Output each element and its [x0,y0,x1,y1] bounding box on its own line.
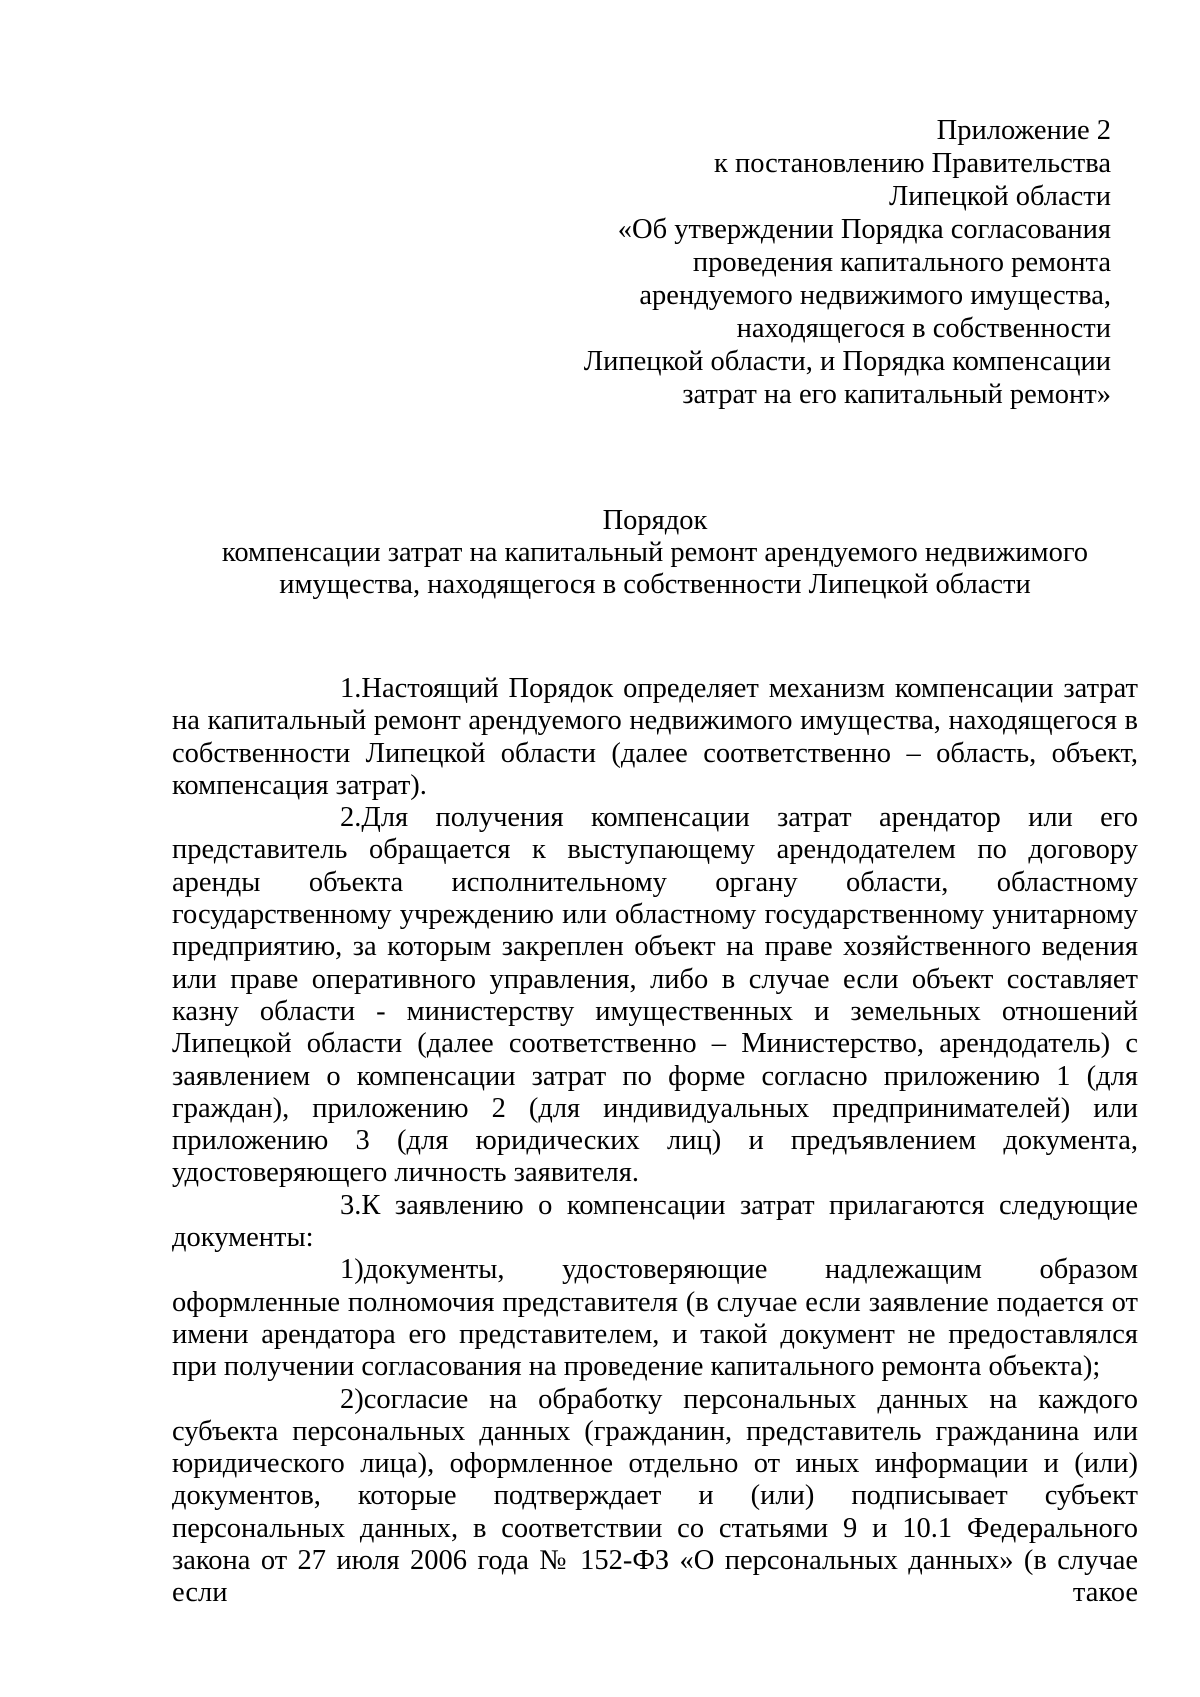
appendix-line: находящегося в собственности [736,313,1111,344]
title-subtitle-line: имущества, находящегося в собственности Липецкой области [279,569,1031,600]
appendix-header [411,114,1111,411]
subitem-text: документы, удостоверяющие надлежащим образом оформленные полномочия представителя (в случае если заявление подается от имени арендатора его представителем, и такой документ не предоставлялся при получении согласования на проведение капитального ремонта объекта); [172,1254,1138,1383]
appendix-line: к постановлению Правительства [713,148,1111,179]
appendix-line: арендуемого недвижимого имущества, [639,280,1111,311]
appendix-line: Липецкой области [888,181,1111,212]
subitem-number: 2) [340,1383,364,1415]
paragraph-3 [172,1190,1138,1255]
paragraph-number: 3. [340,1189,362,1221]
paragraph-2 [172,802,1138,1190]
subitem-2 [172,1384,1138,1610]
title-subtitle-line: компенсации затрат на капитальный ремонт арендуемого недвижимого [221,537,1089,568]
document-title [172,505,1138,601]
appendix-line: Липецкой области, и Порядка компенсации [583,346,1111,377]
paragraph-text: К заявлению о компенсации затрат прилагаются следующие документы: [172,1189,1138,1254]
paragraph-1 [172,673,1138,802]
paragraph-text: Настоящий Порядок определяет механизм компенсации затрат на капитальный ремонт арендуемого недвижимого имущества, находящегося в собственности Липецкой области (далее соответственно – область, объект, компенсация затрат). [172,673,1138,801]
appendix-line: затрат на его капитальный ремонт» [682,379,1111,410]
document-body [172,673,1138,1610]
paragraph-number: 2. [340,802,362,834]
paragraph-text: Для получения компенсации затрат арендатор или его представитель обращается к выступающему арендодателем по договору аренды объекта исполнительному органу области, областному государственному учреждению или областному государственному унитарному предприятию, за которым закреплен объект на праве хозяйственного ведения или праве оперативного управления, либо в случае если объект составляет казну области - министерству имущественных и земельных отношений Липецкой области (далее соответственно – Министерство, арендодатель) с заявлением о компенсации затрат по форме согласно приложению 1 (для граждан), приложению 2 (для индивидуальных предпринимателей) или приложению 3 (для юридических лиц) и предъявлением документа, удостоверяющего личность заявителя. [172,802,1138,1189]
paragraph-number: 1. [340,673,362,704]
subitem-1 [172,1254,1138,1383]
appendix-line: проведения капитального ремонта [692,247,1111,278]
title-heading: Порядок [602,505,708,536]
subitem-number: 1) [340,1254,364,1286]
appendix-line: Приложение 2 [936,115,1111,146]
subitem-text: согласие на обработку персональных данных на каждого субъекта персональных данных (гражданин, представитель гражданина или юридического лица), оформленное отдельно от иных информации и (или) документов, которые подтверждает и (или) подписывает субъект персональных данных, в соответствии со статьями 9 и 10.1 Федерального закона от 27 июля 2006 года № 152-ФЗ «О персональных данных» (в случае если такое [172,1383,1138,1609]
appendix-line: «Об утверждении Порядка согласования [617,214,1111,245]
